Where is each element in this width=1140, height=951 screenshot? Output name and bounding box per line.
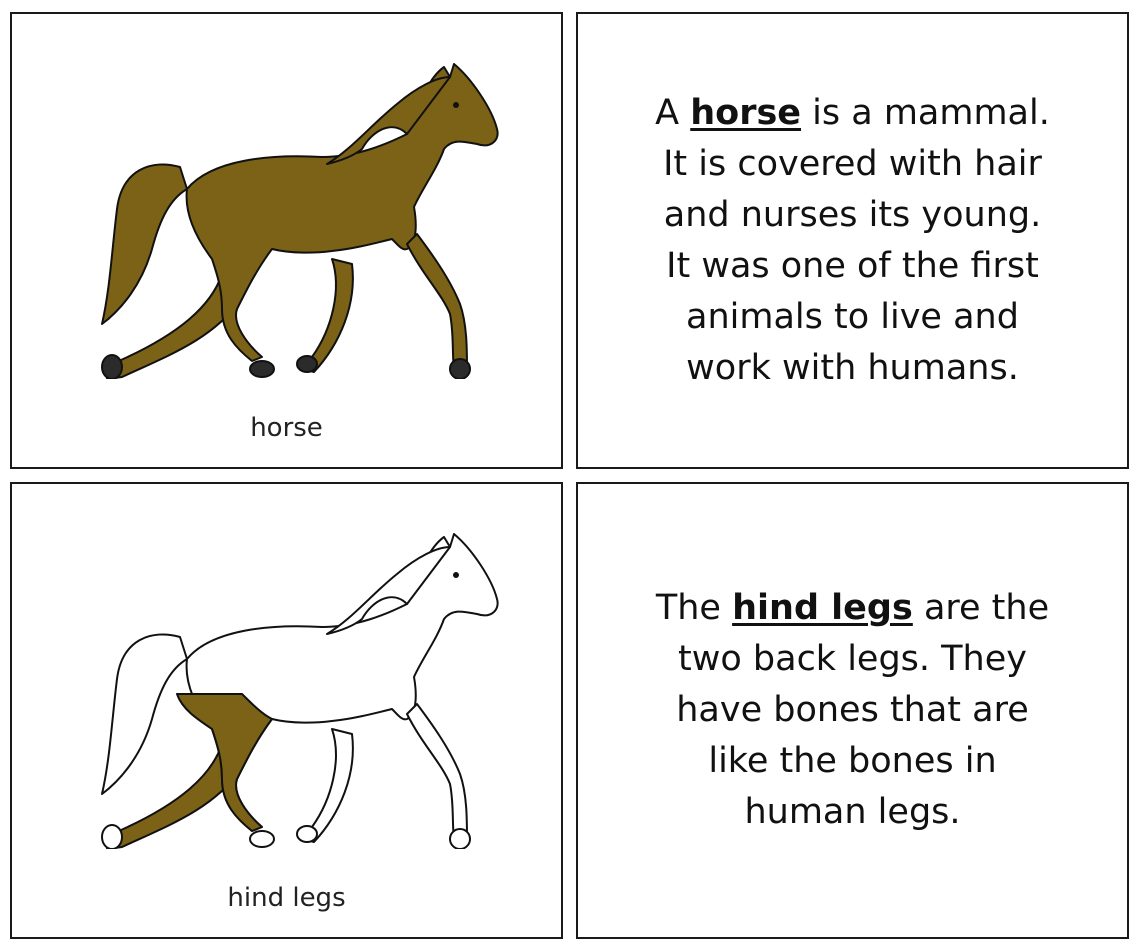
text-line: It was one of the first — [666, 245, 1039, 286]
hind-legs-picture-card — [10, 482, 563, 939]
text-segment: is a mammal. — [801, 92, 1050, 133]
horse-description — [598, 14, 1107, 467]
hind-legs-illustration — [72, 509, 502, 849]
text-segment: are the — [912, 588, 1050, 628]
horse-text-card — [576, 12, 1129, 469]
text-line: two back legs. They — [678, 639, 1027, 679]
text-line — [656, 583, 1049, 634]
text-line: animals to live and — [686, 296, 1019, 337]
horse-illustration — [72, 39, 502, 379]
keyword-hind-legs: hind legs — [732, 588, 913, 628]
text-segment: The — [655, 588, 733, 628]
text-line: work with humans. — [686, 347, 1019, 388]
text-line: It is covered with hair — [663, 143, 1042, 184]
text-segment: A — [655, 92, 691, 133]
hind-legs-text-card — [576, 482, 1129, 939]
horse-picture-card — [10, 12, 563, 469]
text-line — [655, 88, 1050, 139]
text-line: have bones that are — [676, 690, 1029, 730]
keyword-horse: horse — [690, 92, 802, 133]
hind-legs-caption: hind legs — [227, 883, 346, 913]
horse-caption: horse — [250, 413, 323, 443]
hind-legs-description — [598, 484, 1107, 937]
text-line: and nurses its young. — [663, 194, 1042, 235]
text-line: human legs. — [744, 792, 961, 832]
text-line: like the bones in — [708, 741, 997, 781]
